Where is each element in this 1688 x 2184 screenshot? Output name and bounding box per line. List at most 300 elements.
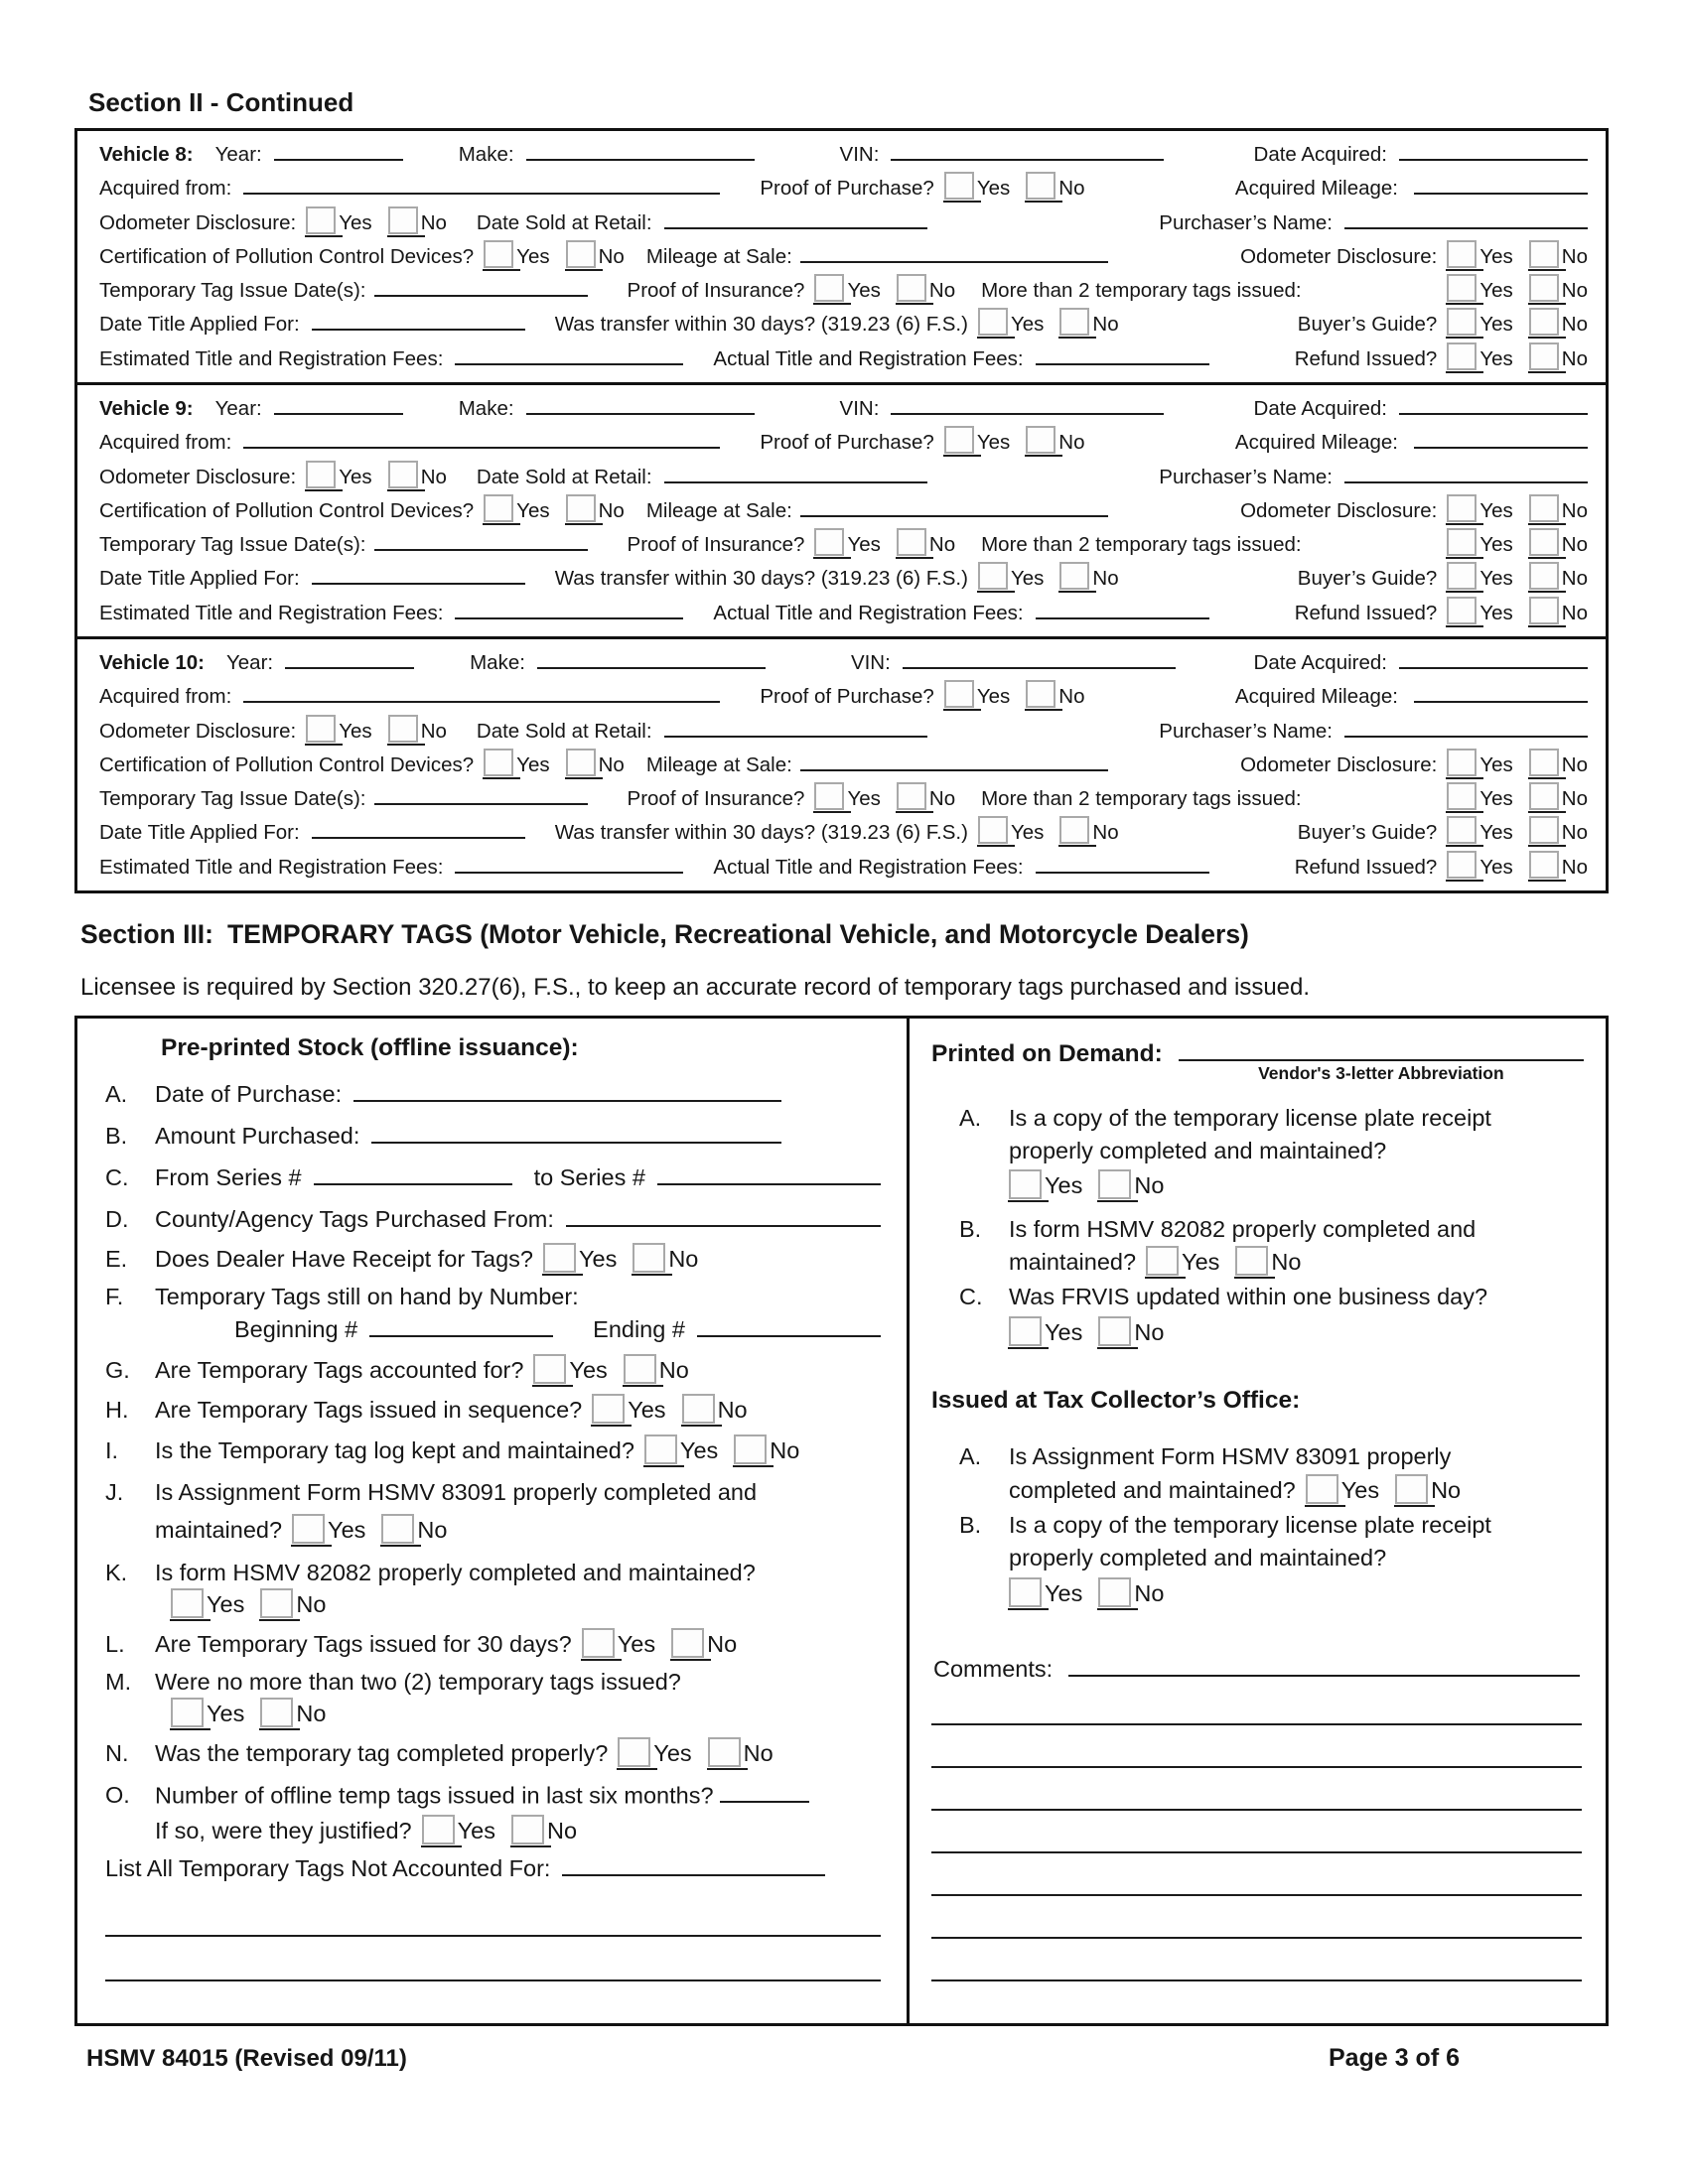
no-label: No: [598, 752, 625, 776]
section3-heading: [80, 919, 1609, 950]
tags-accounted-yes-no: [523, 1357, 688, 1383]
item-l-letter: L.: [105, 1631, 125, 1658]
estimated-fees-input-line[interactable]: [455, 342, 683, 365]
transfer-30-days-label: Was transfer within 30 days? (319.23 (6) F.S.): [554, 821, 968, 845]
no-label: No: [1134, 1318, 1165, 1345]
checkbox-yes[interactable]: [814, 274, 844, 302]
purchasers-name-input-line[interactable]: [1344, 206, 1588, 229]
checkbox-yes[interactable]: [1447, 528, 1477, 556]
checkbox-no[interactable]: [1098, 1169, 1131, 1199]
list-tags-blank-line-1[interactable]: [105, 1892, 881, 1937]
vin-input-line[interactable]: [891, 138, 1164, 161]
actual-fees-input-line[interactable]: [1036, 851, 1209, 874]
beginning-number-input-line[interactable]: [369, 1312, 553, 1338]
no-more-than-two-yes-no: [161, 1701, 326, 1726]
vehicle-row-5: [77, 528, 1606, 562]
item-b: [105, 1118, 881, 1150]
no-label: No: [1134, 1172, 1165, 1199]
purchasers-name-label: Purchaser’s Name:: [1159, 210, 1333, 234]
checkbox-yes[interactable]: [1009, 1169, 1042, 1199]
yes-label: Yes: [1182, 1249, 1220, 1276]
acquired-mileage-input-line[interactable]: [1414, 173, 1588, 196]
checkbox-yes[interactable]: [582, 1628, 615, 1658]
year-input-line[interactable]: [274, 392, 403, 415]
mileage-at-sale-input-line[interactable]: [800, 240, 1108, 263]
checkbox-no[interactable]: [1098, 1316, 1131, 1346]
yes-label: Yes: [976, 431, 1011, 455]
no-label: No: [1561, 855, 1588, 879]
tax-assignment-label: Is Assignment Form HSMV 83091 properly completed and maintained?: [1009, 1443, 1452, 1503]
item-j: [105, 1474, 881, 1549]
make-input-line[interactable]: [526, 138, 755, 161]
vendor-abbreviation-input-line[interactable]: [1179, 1034, 1584, 1061]
dealer-receipt-label: Does Dealer Have Receipt for Tags?: [155, 1246, 533, 1272]
proof-of-insurance-yes-no: [804, 274, 955, 303]
odometer-disclosure2-yes-no: [1437, 749, 1588, 777]
checkbox-no[interactable]: [734, 1434, 767, 1464]
pod-82082-yes-no: [1136, 1249, 1301, 1275]
county-agency-input-line[interactable]: [566, 1201, 881, 1227]
checkbox-yes[interactable]: [171, 1698, 204, 1727]
purchasers-name-input-line[interactable]: [1344, 715, 1588, 738]
comments-blank-line-5[interactable]: [931, 1853, 1582, 1896]
actual-fees-input-line[interactable]: [1036, 597, 1209, 619]
acquired-from-input-line[interactable]: [243, 681, 720, 704]
date-acquired-input-line[interactable]: [1399, 138, 1588, 161]
odometer-disclosure2-yes-no: [1437, 494, 1588, 523]
checkbox-no[interactable]: [1026, 680, 1055, 708]
no-label: No: [1561, 601, 1588, 624]
transfer-30-days-label: Was transfer within 30 days? (319.23 (6) F.S.): [554, 567, 968, 591]
checkbox-no[interactable]: [633, 1243, 665, 1273]
acquired-from-label: Acquired from:: [99, 431, 232, 455]
pod-item-a-letter: A.: [959, 1104, 982, 1131]
no-label: No: [770, 1436, 800, 1463]
list-tags-blank-line-2[interactable]: [105, 1937, 881, 1981]
comments-blank-line-4[interactable]: [931, 1811, 1582, 1853]
list-tags-label: List All Temporary Tags Not Accounted For:: [105, 1854, 551, 1881]
acquired-from-input-line[interactable]: [243, 427, 720, 450]
date-title-applied-input-line[interactable]: [312, 309, 525, 332]
checkbox-no[interactable]: [1529, 240, 1559, 268]
odometer-disclosure-label: Odometer Disclosure:: [99, 719, 297, 743]
checkbox-no[interactable]: [1529, 274, 1559, 302]
pod-82082-label: Is form HSMV 82082 properly completed and maintained?: [1009, 1215, 1477, 1276]
checkbox-yes[interactable]: [306, 715, 336, 743]
temp-tag-dates-input-line[interactable]: [374, 275, 588, 298]
mileage-at-sale-label: Mileage at Sale:: [645, 498, 792, 522]
checkbox-no[interactable]: [1529, 597, 1559, 624]
no-label: No: [928, 279, 956, 303]
checkbox-no[interactable]: [388, 715, 418, 743]
date-title-applied-input-line[interactable]: [312, 563, 525, 586]
vehicle-row-6: [77, 816, 1606, 850]
item-h: [105, 1394, 881, 1424]
no-label: No: [1134, 1579, 1165, 1606]
checkbox-yes[interactable]: [1447, 851, 1477, 879]
vehicle-row-4: [77, 749, 1606, 782]
no-label: No: [1561, 787, 1588, 811]
checkbox-yes[interactable]: [1447, 494, 1477, 522]
checkbox-yes[interactable]: [592, 1394, 625, 1424]
section3-title: TEMPORARY TAGS (Motor Vehicle, Recreational Vehicle, and Motorcycle Dealers): [227, 919, 1249, 949]
pod-frvis-label: Was FRVIS updated within one business day?: [1009, 1284, 1488, 1310]
odometer-disclosure2-yes-no: [1437, 240, 1588, 269]
checkbox-no[interactable]: [566, 240, 596, 268]
make-label: Make:: [470, 650, 525, 674]
checkbox-yes[interactable]: [1009, 1316, 1042, 1346]
page-number: Page 3 of 6: [1329, 2044, 1460, 2072]
proof-of-insurance-yes-no: [804, 782, 955, 811]
checkbox-yes[interactable]: [484, 494, 513, 522]
from-series-input-line[interactable]: [314, 1160, 512, 1185]
yes-label: Yes: [1479, 567, 1513, 591]
checkbox-yes[interactable]: [1447, 274, 1477, 302]
yes-label: Yes: [328, 1516, 366, 1543]
offline-tags-count-input-line[interactable]: [720, 1778, 809, 1804]
checkbox-no[interactable]: [1529, 528, 1559, 556]
item-g: [105, 1354, 881, 1384]
checkbox-yes[interactable]: [484, 240, 513, 268]
date-acquired-label: Date Acquired:: [1253, 650, 1387, 674]
checkbox-no[interactable]: [897, 274, 926, 302]
temp-tag-dates-label: Temporary Tag Issue Date(s):: [99, 533, 366, 557]
checkbox-yes[interactable]: [944, 426, 974, 454]
checkbox-no[interactable]: [566, 749, 596, 776]
amount-purchased-input-line[interactable]: [371, 1118, 781, 1144]
comments-blank-line-3[interactable]: [931, 1768, 1582, 1811]
tag-completed-label: Was the temporary tag completed properly?: [155, 1740, 609, 1767]
checkbox-yes[interactable]: [1447, 342, 1477, 370]
checkbox-no[interactable]: [1235, 1246, 1268, 1276]
checkbox-no[interactable]: [1529, 782, 1559, 810]
estimated-fees-input-line[interactable]: [455, 851, 683, 874]
yes-label: Yes: [617, 1631, 656, 1658]
cert-pollution-yes-no: [474, 494, 625, 523]
year-input-line[interactable]: [274, 138, 403, 161]
no-label: No: [658, 1356, 689, 1383]
yes-label: Yes: [516, 244, 550, 268]
vehicle-row-1: [77, 392, 1606, 426]
checkbox-no[interactable]: [1529, 494, 1559, 522]
make-input-line[interactable]: [526, 392, 755, 415]
checkbox-no[interactable]: [566, 494, 596, 522]
cert-pollution-label: Certification of Pollution Control Devices?: [99, 244, 475, 268]
checkbox-yes[interactable]: [1447, 816, 1477, 844]
checkbox-no[interactable]: [1059, 308, 1089, 336]
odometer-disclosure-yes-no: [296, 461, 447, 489]
section3-label: Section III:: [80, 919, 213, 949]
checkbox-yes[interactable]: [306, 461, 336, 488]
pod-frvis-yes-no: [999, 1319, 1164, 1345]
checkbox-yes[interactable]: [306, 206, 336, 234]
checkbox-yes[interactable]: [978, 562, 1008, 590]
to-series-input-line[interactable]: [657, 1160, 881, 1185]
vehicle-block: [74, 128, 1609, 385]
actual-fees-input-line[interactable]: [1036, 342, 1209, 365]
vehicle-row-1: [77, 138, 1606, 172]
acquired-mileage-input-line[interactable]: [1414, 427, 1588, 450]
checkbox-yes[interactable]: [978, 816, 1008, 844]
item-e-letter: E.: [105, 1246, 128, 1272]
date-sold-retail-label: Date Sold at Retail:: [476, 465, 652, 488]
yes-label: Yes: [1479, 752, 1513, 776]
temp-tag-dates-input-line[interactable]: [374, 529, 588, 552]
yes-label: Yes: [847, 279, 881, 303]
no-label: No: [546, 1818, 578, 1844]
form-82082-yes-no: [161, 1591, 326, 1617]
acquired-from-input-line[interactable]: [243, 173, 720, 196]
checkbox-no[interactable]: [388, 206, 418, 234]
item-c: [105, 1160, 881, 1191]
checkbox-yes[interactable]: [422, 1815, 455, 1844]
item-m: [105, 1669, 881, 1696]
checkbox-no[interactable]: [897, 528, 926, 556]
vehicle-row-7: [77, 342, 1606, 376]
checkbox-yes[interactable]: [814, 782, 844, 810]
dealer-receipt-yes-no: [533, 1246, 698, 1272]
item-n-letter: N.: [105, 1740, 129, 1767]
vin-input-line[interactable]: [891, 392, 1164, 415]
yes-label: Yes: [516, 498, 550, 522]
ending-number-label: Ending #: [593, 1316, 685, 1342]
refund-issued-yes-no: [1437, 342, 1588, 371]
yes-label: Yes: [339, 719, 372, 743]
list-tags-input-line[interactable]: [562, 1850, 825, 1876]
checkbox-yes[interactable]: [171, 1588, 204, 1618]
checkbox-yes[interactable]: [944, 680, 974, 708]
yes-label: Yes: [1010, 821, 1045, 845]
checkbox-yes[interactable]: [484, 749, 513, 776]
item-i: [105, 1434, 881, 1464]
checkbox-no[interactable]: [1529, 342, 1559, 370]
mileage-at-sale-input-line[interactable]: [800, 749, 1108, 771]
checkbox-yes[interactable]: [1447, 240, 1477, 268]
vehicle-row-1: [77, 646, 1606, 680]
comments-blank-line-7[interactable]: [931, 1939, 1582, 1981]
comments-blank-line-2[interactable]: [931, 1725, 1582, 1768]
refund-issued-label: Refund Issued?: [1294, 601, 1438, 624]
checkbox-yes[interactable]: [618, 1737, 650, 1767]
date-acquired-input-line[interactable]: [1399, 646, 1588, 669]
no-label: No: [1561, 567, 1588, 591]
yes-label: Yes: [653, 1740, 692, 1767]
no-label: No: [928, 787, 956, 811]
checkbox-no[interactable]: [260, 1588, 293, 1618]
date-sold-retail-input-line[interactable]: [664, 206, 927, 229]
temp-tag-dates-label: Temporary Tag Issue Date(s):: [99, 787, 366, 811]
comments-input-line[interactable]: [1068, 1652, 1580, 1678]
checkbox-yes[interactable]: [1447, 782, 1477, 810]
checkbox-no[interactable]: [511, 1815, 544, 1844]
tags-sequence-yes-no: [582, 1397, 747, 1423]
checkbox-no[interactable]: [260, 1698, 293, 1727]
checkbox-yes[interactable]: [644, 1434, 677, 1464]
date-sold-retail-input-line[interactable]: [664, 461, 927, 483]
vehicle-row-3: [77, 461, 1606, 494]
date-sold-retail-label: Date Sold at Retail:: [476, 210, 652, 234]
purchasers-name-input-line[interactable]: [1344, 461, 1588, 483]
comments-blank-line-6[interactable]: [931, 1896, 1582, 1939]
assignment-form-label: Is Assignment Form HSMV 83091 properly completed and maintained?: [155, 1479, 758, 1543]
cert-pollution-yes-no: [474, 240, 625, 269]
cert-pollution-label: Certification of Pollution Control Devices?: [99, 752, 475, 776]
date-title-applied-label: Date Title Applied For:: [99, 313, 300, 337]
checkbox-yes[interactable]: [978, 308, 1008, 336]
no-label: No: [1561, 752, 1588, 776]
checkbox-no[interactable]: [708, 1737, 741, 1767]
more-than-2-label: More than 2 temporary tags issued:: [981, 787, 1302, 811]
checkbox-yes[interactable]: [1447, 308, 1477, 336]
actual-fees-label: Actual Title and Registration Fees:: [713, 601, 1024, 624]
mileage-at-sale-input-line[interactable]: [800, 494, 1108, 517]
tax-item-b-letter: B.: [959, 1511, 982, 1538]
mileage-at-sale-label: Mileage at Sale:: [645, 244, 792, 268]
checkbox-no[interactable]: [1395, 1474, 1428, 1504]
pod-heading-row: [931, 1034, 1584, 1084]
no-label: No: [420, 210, 447, 234]
vehicle-row-4: [77, 494, 1606, 528]
tax-assignment-yes-no: [1296, 1477, 1461, 1503]
vehicle-row-2: [77, 680, 1606, 714]
no-label: No: [598, 498, 625, 522]
estimated-fees-label: Estimated Title and Registration Fees:: [99, 346, 444, 370]
vin-label: VIN:: [850, 650, 891, 674]
checkbox-yes[interactable]: [292, 1514, 325, 1544]
yes-label: Yes: [1340, 1476, 1380, 1503]
no-label: No: [743, 1740, 774, 1767]
make-input-line[interactable]: [537, 646, 766, 669]
printed-on-demand-column: [910, 1019, 1606, 2023]
item-l: [105, 1628, 881, 1658]
no-label: No: [717, 1397, 748, 1423]
checkbox-yes[interactable]: [1146, 1246, 1179, 1276]
checkbox-no[interactable]: [897, 782, 926, 810]
yes-label: Yes: [1479, 313, 1513, 337]
date-of-purchase-input-line[interactable]: [353, 1076, 781, 1102]
estimated-fees-label: Estimated Title and Registration Fees:: [99, 601, 444, 624]
date-title-applied-input-line[interactable]: [312, 817, 525, 840]
actual-fees-label: Actual Title and Registration Fees:: [713, 346, 1024, 370]
vin-label: VIN:: [839, 142, 880, 166]
checkbox-yes[interactable]: [533, 1354, 566, 1384]
tag-completed-yes-no: [608, 1740, 773, 1766]
pod-item-c: [959, 1281, 1584, 1357]
checkbox-yes[interactable]: [1447, 597, 1477, 624]
item-k: [105, 1560, 881, 1586]
checkbox-no[interactable]: [388, 461, 418, 488]
checkbox-no[interactable]: [682, 1394, 715, 1424]
tax-receipt-label: Is a copy of the temporary license plate receipt properly completed and maintained?: [1009, 1511, 1491, 1571]
comments-row: [933, 1652, 1580, 1684]
checkbox-yes[interactable]: [1009, 1577, 1042, 1607]
checkbox-yes[interactable]: [814, 528, 844, 556]
from-series-label: From Series #: [155, 1163, 302, 1190]
vehicle-row-5: [77, 782, 1606, 816]
year-input-line[interactable]: [285, 646, 414, 669]
odometer-disclosure-yes-no: [296, 715, 447, 744]
temporary-tags-box: [74, 1016, 1609, 2026]
tags-sequence-label: Are Temporary Tags issued in sequence?: [155, 1397, 583, 1423]
date-acquired-input-line[interactable]: [1399, 392, 1588, 415]
checkbox-yes[interactable]: [1447, 562, 1477, 590]
no-label: No: [1058, 431, 1085, 455]
checkbox-no[interactable]: [1529, 851, 1559, 879]
date-sold-retail-input-line[interactable]: [664, 715, 927, 738]
checkbox-no[interactable]: [1529, 562, 1559, 590]
estimated-fees-label: Estimated Title and Registration Fees:: [99, 855, 444, 879]
checkbox-no[interactable]: [624, 1354, 656, 1384]
odometer-disclosure-label: Odometer Disclosure:: [99, 465, 297, 488]
tags-on-hand-label: Temporary Tags still on hand by Number:: [155, 1283, 579, 1309]
buyers-guide-label: Buyer’s Guide?: [1297, 313, 1438, 337]
checkbox-no[interactable]: [1059, 562, 1089, 590]
odometer-disclosure-yes-no: [296, 206, 447, 235]
amount-purchased-label: Amount Purchased:: [155, 1122, 360, 1149]
to-series-label: to Series #: [533, 1163, 645, 1190]
checkbox-no[interactable]: [1026, 172, 1055, 200]
checkbox-no[interactable]: [1059, 816, 1089, 844]
form-number: HSMV 84015 (Revised 09/11): [86, 2045, 407, 2072]
yes-label: Yes: [1479, 498, 1513, 522]
checkbox-no[interactable]: [1026, 426, 1055, 454]
vehicle-row-6: [77, 308, 1606, 341]
transfer-30-days-yes-no: [968, 308, 1119, 337]
estimated-fees-input-line[interactable]: [455, 597, 683, 619]
vehicle-blocks: [74, 128, 1609, 893]
no-label: No: [296, 1700, 327, 1726]
actual-fees-label: Actual Title and Registration Fees:: [713, 855, 1024, 879]
pod-receipt-label: Is a copy of the temporary license plate receipt properly completed and maintained?: [1009, 1104, 1491, 1164]
checkbox-no[interactable]: [1529, 816, 1559, 844]
refund-issued-label: Refund Issued?: [1294, 855, 1438, 879]
checkbox-no[interactable]: [1098, 1577, 1131, 1607]
item-g-letter: G.: [105, 1356, 130, 1383]
item-k-letter: K.: [105, 1559, 128, 1585]
vin-input-line[interactable]: [903, 646, 1176, 669]
cert-pollution-yes-no: [474, 749, 625, 777]
no-label: No: [1271, 1249, 1302, 1276]
item-a: [105, 1076, 881, 1108]
proof-of-insurance-label: Proof of Insurance?: [627, 787, 805, 811]
checkbox-no[interactable]: [1529, 749, 1559, 776]
acquired-from-label: Acquired from:: [99, 177, 232, 201]
acquired-mileage-input-line[interactable]: [1414, 681, 1588, 704]
yes-label: Yes: [1479, 533, 1513, 557]
checkbox-yes[interactable]: [543, 1243, 576, 1273]
yes-label: Yes: [1479, 821, 1513, 845]
checkbox-yes[interactable]: [1306, 1474, 1338, 1504]
no-label: No: [1431, 1476, 1462, 1503]
checkbox-no[interactable]: [671, 1628, 704, 1658]
temp-tag-dates-input-line[interactable]: [374, 783, 588, 806]
date-title-applied-label: Date Title Applied For:: [99, 821, 300, 845]
licensee-note: Licensee is required by Section 320.27(6), F.S., to keep an accurate record of temporary tags purchased and issued.: [80, 974, 1311, 1001]
checkbox-yes[interactable]: [944, 172, 974, 200]
date-of-purchase-label: Date of Purchase:: [155, 1080, 343, 1107]
checkbox-yes[interactable]: [1447, 749, 1477, 776]
tax-item-a: [959, 1440, 1584, 1507]
no-more-than-two-label: Were no more than two (2) temporary tags issued?: [155, 1668, 681, 1695]
checkbox-no[interactable]: [1529, 308, 1559, 336]
date-title-applied-label: Date Title Applied For:: [99, 567, 300, 591]
item-f-letter: F.: [105, 1283, 124, 1309]
checkbox-no[interactable]: [381, 1514, 414, 1544]
item-n: [105, 1737, 881, 1767]
ending-number-input-line[interactable]: [697, 1312, 881, 1338]
refund-issued-yes-no: [1437, 851, 1588, 880]
comments-blank-line-1[interactable]: [931, 1683, 1582, 1725]
